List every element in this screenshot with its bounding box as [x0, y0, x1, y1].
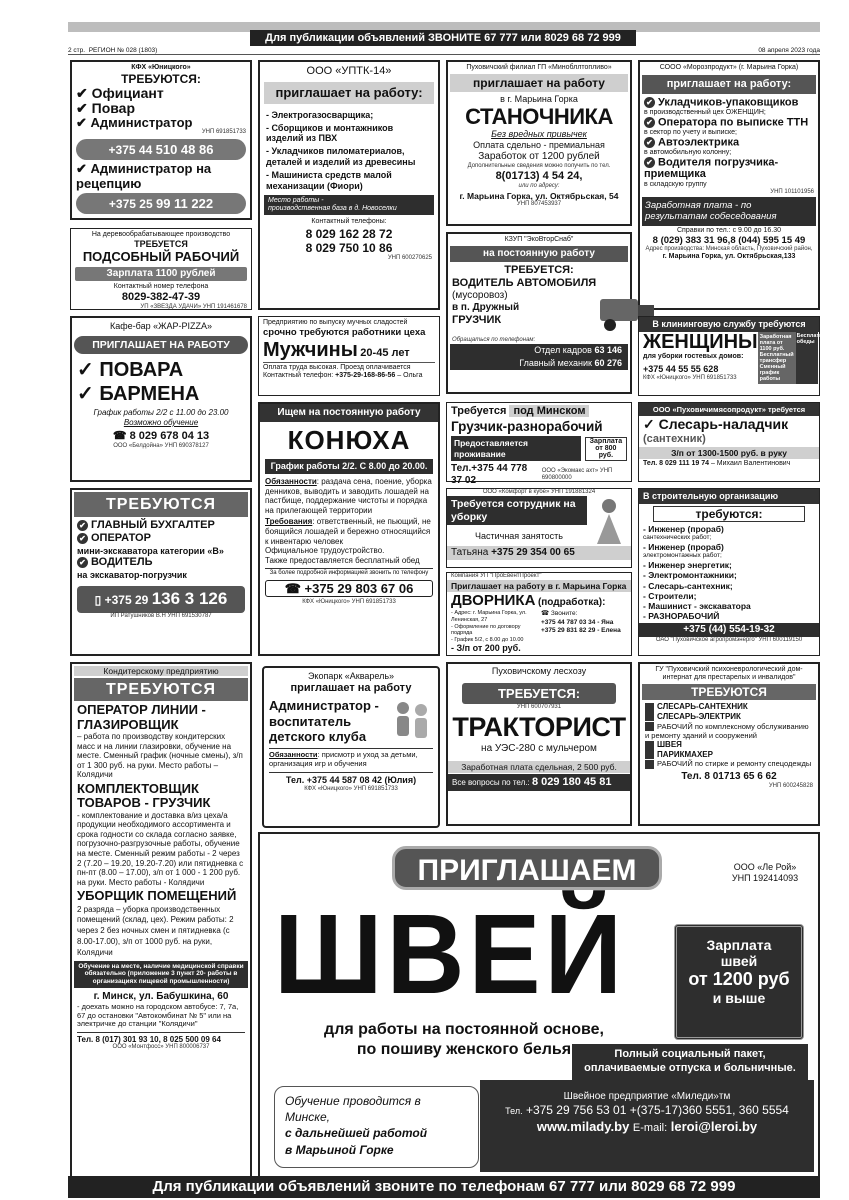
ad-line: Дополнительные сведения можно получить по тел.: [467, 163, 611, 170]
ad-title: детского клуба: [269, 729, 367, 745]
ad-line: Официальное трудоустройство.: [265, 546, 385, 556]
ad-item-cook: ✓ ПОВАРА: [77, 359, 184, 382]
ad-address: Адрес производства: Минская область, Пуховичский район,: [645, 246, 813, 253]
ad-konyuh: [258, 402, 440, 656]
ad-item: ШВЕЯ: [645, 740, 813, 750]
ad-item: - РАЗНОРАБОЧИЙ: [643, 611, 720, 622]
ad-phone: 8(01713) 4 54 24,: [495, 170, 583, 183]
ad-phone: ☎ +375 29 803 67 06: [265, 580, 433, 598]
ad-item: - Строители;: [643, 590, 697, 601]
ad-position-text: - комплектование и доставка в/из цеха/а продукции необходимого ассортимента и срока годности со склада согласно заявке, погрузочно-разгрузочные работы, обучение на месте. Сменный режим работы - 2 через 2 (7.20 – 19.20, 19.20-7.20) или пятидневка с пн-пт (8.00 – 17.00), з/п от 1 000 - 1 200 руб. на руки. Место работы - Колядичи: [77, 810, 244, 887]
ad-stanochnik: [446, 60, 632, 226]
ad-cleaning-service: [638, 316, 831, 396]
ad-line: или по адресу:: [518, 183, 560, 190]
ad-contacts: [480, 1080, 814, 1172]
ad-item: - Инженер энергетик;: [643, 560, 732, 571]
children-icon: [391, 698, 433, 746]
ad-org: КФХ «Юницкого»: [131, 64, 191, 71]
issue-line: [68, 47, 820, 55]
ad-legal: ООО «Комфорт в кубе» УНП 191881324: [482, 489, 596, 495]
ad-free-lunch: Бесплатные обеды: [796, 332, 818, 384]
ad-title: ТРЕБУЮТСЯ: [74, 678, 248, 701]
ad-legal: Компания УП "ПроЕвентПроект": [451, 573, 542, 579]
ad-item: ✔ ВОДИТЕЛЬ: [77, 556, 245, 569]
ad-org: Пуховичский филиал ГП «Минобллтопливо»: [466, 64, 612, 71]
ad-shvei-leroi: [258, 832, 820, 1182]
ad-invite: приглашает на работу: [450, 74, 628, 92]
ad-slesar-naladchik: [638, 402, 820, 482]
ad-line: Заработок от 1200 рублей: [478, 151, 600, 163]
ad-title: ТРЕБУЮТСЯ: [642, 684, 816, 700]
ad-legal: ООО «Экомакс ахт» УНП 690800000: [541, 467, 613, 481]
ad-position-text: – работа по производству кондитерских масс и на линии глазировки, обучение на месте. Сменный график (ночные смены), з/п от 1 300 руб. на руки. Место работы – Колядичи: [77, 731, 243, 780]
ad-title: СТАНОЧНИКА: [465, 104, 613, 130]
ad-title: ТРЕБУЮТСЯ: [74, 492, 248, 517]
ad-item-sub: в складскую группу: [644, 180, 707, 188]
ad-org: На деревообрабатывающее производство: [91, 231, 231, 238]
ad-item: - Укладчиков пиломатериалов, деталей и изделий из древесины: [266, 146, 416, 167]
ad-housing-row: [451, 436, 627, 460]
ad-site: www.milady.by E-mail: leroi@leroi.by: [536, 1118, 758, 1134]
ad-glavbuh: [70, 488, 252, 656]
issue-date: 08 апреля 2023 года: [758, 47, 820, 54]
ad-band: Ищем на постоянную работу: [260, 404, 438, 422]
ad-pay: Оплата труда высокая. Проезд оплачивается: [263, 362, 435, 372]
ad-city: в г. Марьина Горка: [500, 94, 578, 105]
ad-title: ✓ Слесарь-наладчик: [643, 416, 789, 432]
ad-sub: Частичная занятость: [474, 531, 563, 542]
ad-address: г. Марьина Горка, ул. Октябрьская,133: [662, 253, 796, 261]
ad-wood-production: [70, 228, 252, 310]
ad-unp: УНП 101101956: [770, 188, 814, 195]
ad-phone: ▯ +375 29 136 3 126: [77, 586, 245, 612]
ad-muchnye-sladosti: [258, 316, 440, 396]
ad-contact: Контактный номер телефона: [113, 282, 209, 290]
ad-phone: +375 44 510 48 86: [76, 139, 246, 161]
ad-item-bartender: ✓ БАРМЕНА: [77, 383, 200, 406]
ad-contact-hr: Отдел кадров 63 146: [450, 344, 628, 357]
ad-address: г. Минск, ул. Бабушкина, 60: [93, 990, 229, 1002]
ad-title-2: ГРУЗЧИК: [452, 314, 502, 327]
ad-contact-mech: Главный механик 60 276: [450, 357, 628, 370]
ad-title: ВОДИТЕЛЬ АВТОМОБИЛЯ: [452, 277, 597, 290]
ad-item-sub: мини-экскаватора категории «В»: [77, 545, 224, 556]
ad-legal: КФХ «Юницкого» УНП 691851733: [643, 374, 737, 381]
ad-stroitelnaya: [638, 488, 820, 656]
ad-req: ТРЕБУЕТСЯ:: [504, 264, 574, 277]
ad-legal: ООО «Белдойна» УНП 690378127: [113, 442, 209, 449]
ad-invite: ПРИГЛАШАЕМ: [392, 846, 662, 890]
ad-org: Пуховичскому лесхозу: [491, 666, 587, 676]
ad-social: Полный социальный пакет, оплачиваемые отпуска и больничные.: [572, 1044, 808, 1080]
ad-item: ✔ ОПЕРАТОР: [77, 532, 245, 545]
ad-phone: +375 44 55 55 628: [643, 363, 719, 374]
ad-morozprodukt: [638, 60, 820, 310]
ad-place: Место работы - производственная база в д. Новоселки: [264, 195, 434, 215]
ad-schedule: График работы 2/2 с 11.00 до 23.00: [93, 408, 229, 418]
ad-konditer: [70, 662, 252, 1182]
ad-detail: - Адрес: г. Марьина Горка, ул. Ленинская, 27: [451, 610, 527, 623]
ad-item: ✔ ГЛАВНЫЙ БУХГАЛТЕР: [77, 519, 245, 532]
ad-org: ООО «УПТК-14»: [306, 65, 392, 77]
ad-org: ГУ "Пуховичский психоневрологический дом-интернат для престарелых и инвалидов": [655, 666, 803, 682]
ad-detail: - Оформление по договору подряда: [451, 623, 521, 637]
ad-item-sub: электромонтажных работ;: [643, 552, 722, 560]
ad-phone-2: 8 029 750 10 86: [305, 240, 393, 255]
ad-item: - Машиниста средств малой механизации (Фиори): [266, 169, 392, 191]
ad-item-admin: ✔ Администратор: [76, 114, 193, 130]
ad-legal: КФХ «Юницкого» УНП 691851733: [302, 599, 396, 606]
ad-title: Грузчик-разнорабочий: [451, 419, 603, 435]
ad-item: РАБОЧИЙ по стирке и ремонту спецодежды: [645, 759, 813, 769]
ad-title-row: ДВОРНИКА (подработка):: [451, 592, 606, 610]
ad-legal: КФХ «Юницкого» УНП 691851733: [304, 785, 398, 792]
ad-phone: Татьяна +375 29 354 00 65: [447, 546, 631, 560]
ad-title: воспитатель: [269, 713, 352, 729]
ad-title: Администратор -: [269, 697, 379, 713]
ad-training: Обучение проводится в Минске, с дальнейшей работой в Марьиной Горке: [274, 1086, 479, 1168]
ad-position-3: УБОРЩИК ПОМЕЩЕНИЙ 2 разряда – уборка производственных помещений (склад, цех). Режим работы: 2 через 2 без ночных смен и пятидневка (с 8.00-17.00), з/п от 1000 руб. на руки, Колядичи: [77, 888, 237, 957]
ad-item: РАБОЧИЙ по комплексному обслуживанию и ремонту зданий и сооружений: [645, 721, 809, 741]
ad-item: - Электромонтажники;: [643, 570, 737, 581]
ad-place: в п. Дружный: [452, 302, 520, 314]
ad-phone: Тел. 8 01713 65 6 62: [681, 770, 777, 782]
ad-item: СЛЕСАРЬ-САНТЕХНИК: [645, 702, 813, 712]
ad-band: ПРИГЛАШАЕТ НА РАБОТУ: [74, 336, 248, 355]
issue-number: РЕГИОН № 028 (1803): [88, 47, 158, 54]
ad-housing: Предоставляется проживание: [451, 436, 581, 460]
ad-item: ✔ Автоэлектрика: [644, 137, 814, 149]
ad-salary: З/п от 1300-1500 руб. в руку: [639, 447, 819, 459]
ad-unp: УНП 600270625: [387, 255, 432, 262]
ad-title: КОНЮХА: [287, 425, 411, 455]
header-banner: Для публикации объявлений ЗВОНИТЕ 67 777 или 8029 68 72 999: [250, 30, 636, 46]
ad-gruzchik-minsk: [446, 402, 632, 486]
ad-duties: Обязанности: раздача сена, поение, уборка денников, выводить и заводить лошадей на пастбище, поддержание чистоты и порядка на прилегающей территории: [265, 476, 432, 515]
footer-banner: Для публикации объявлений звоните по телефонам 67 777 или 8029 68 72 999: [68, 1176, 820, 1198]
ad-phone-2: +375 29 831 82 29 - Елена: [541, 627, 621, 635]
page-number: 2 стр.: [68, 47, 86, 54]
ad-org: ООО «Ле Рой» УНП 192414093: [731, 862, 799, 883]
phone-icon: ☎: [112, 429, 127, 442]
ad-item-sub: сантехнических работ;: [643, 534, 712, 542]
ad-org: Предприятию по выпуску мучных сладостей: [263, 319, 408, 326]
ad-line: Без вредных привычек: [491, 129, 587, 140]
ad-item-sub: в производственный цех ОЖЕНЩИН;: [644, 109, 766, 117]
ad-band: на постоянную работу: [450, 246, 628, 262]
ad-training: Обучение на месте, наличие медицинской справки обязательно (приложение 3 пункт 20- работы в организациях пищевой промышленности): [74, 961, 248, 988]
ad-legal: УП «ЗВЕЗДА УДАЧИ» УНП 191461678: [140, 304, 247, 311]
ad-org: В строительную организацию: [639, 489, 819, 504]
ad-org: Экопарк «Акварель»: [307, 671, 395, 681]
ad-sub: на УЭС-280 с мульчером: [481, 742, 597, 754]
ad-phone-1: +375 44 787 03 34 - Яна: [541, 618, 614, 626]
ad-title: ТРЕБУЮТСЯ:: [121, 72, 201, 87]
ad-item: - Инженер (прораб): [643, 524, 724, 535]
ad-akvarel: [262, 666, 440, 828]
ad-address: г. Марьина Горка, ул. Октябрьская, 54: [459, 190, 619, 201]
ad-org: ООО «Пуховичимясопродукт» требуется: [639, 403, 819, 416]
ad-invite: Приглашает на работу в г. Марьина Горка: [447, 580, 631, 592]
ad-info: За более подробной информацией звонить по телефону: [265, 568, 433, 577]
ad-phone-2: +375 25 99 11 222: [76, 193, 246, 215]
ad-phone: 8029-382-47-39: [121, 291, 201, 304]
ad-org: В клининговую службу требуются: [639, 317, 819, 332]
ad-req: срочно требуются работники цеха: [263, 327, 426, 339]
ad-item: ПАРИКМАХЕР: [645, 750, 813, 760]
ad-phone: Все вопросы по тел.: 8 029 180 45 81: [448, 774, 630, 791]
ad-item-sub: в автомобильную колонну;: [644, 149, 732, 157]
ad-phone: ☎ 8 029 678 04 13: [112, 429, 210, 442]
ad-description: для работы на постоянной основе, по пошиву женского белья: [324, 1021, 604, 1058]
ad-item: СЛЕСАРЬ-ЭЛЕКТРИК: [645, 712, 813, 722]
ad-item: ✔ Оператора по выписке ТТН: [644, 117, 814, 129]
cleaning-woman-icon: [587, 496, 627, 546]
ad-legal: ООО «Монтфосс» УНП 800006737: [112, 1044, 210, 1051]
ad-line: Также предоставляется бесплатный обед: [265, 555, 420, 565]
ad-schedule: График работы 2/2. С 8.00 до 20.00.: [265, 459, 433, 474]
ad-requirements: Требования: ответственный, не пьющий, не боящийся лошадей и бережно относящийся к инвентарю человек: [265, 517, 431, 546]
ad-salary: Зарплата от 800 руб.: [585, 437, 627, 461]
ad-req: ТРЕБУЕТСЯ: [134, 239, 188, 250]
ad-training: Возможно обучение: [123, 417, 199, 427]
ad-salary: Зарплата швей от 1200 руб и выше: [674, 924, 804, 1040]
ad-zhar-pizza: [70, 316, 252, 482]
ad-phone: Контактный телефон: +375-29-168-86-56 – Ольга: [263, 372, 423, 380]
ad-phones: Тел. +375 29 756 53 01 +(375-17)360 5551, 360 5554: [505, 1103, 789, 1117]
ad-req: ТРЕБУЕТСЯ:: [462, 683, 616, 705]
ad-phones: 8 (029) 383 31 96,8 (044) 595 15 49: [652, 234, 806, 246]
ad-org: КЗУП "ЭкоВторСнаб": [504, 236, 574, 243]
ad-title: Требуется сотрудник на уборку: [447, 496, 587, 525]
ad-unp: УНП 600707931: [516, 704, 562, 711]
ad-bus: - доехать можно на городском автобусе: 7, 7а, 67 до остановки "Автокомбинат № 5" или на электричке до станции "Колядичи": [77, 1001, 239, 1029]
ad-item-cook: ✔ Повар: [76, 100, 135, 117]
ad-salary: Зарплата 1100 рублей: [75, 267, 247, 281]
ad-org: Кафе-бар «ЖАР-PIZZA»: [110, 321, 212, 331]
ad-item: - Сборщиков и монтажников изделий из ПВХ: [266, 122, 394, 144]
ad-unp: УНП 691851733: [201, 129, 246, 136]
ad-duties: Обязанности: присмотр и уход за детьми, организация игр и обучения: [269, 748, 433, 768]
ad-item-sub: на экскаватор-погрузчик: [77, 569, 187, 580]
mobile-icon: ▯: [94, 593, 102, 608]
ad-item: ✔ Водителя погрузчика-приемщика: [644, 156, 779, 181]
ad-title: ЖЕНЩИНЫ: [643, 330, 758, 353]
ad-detail: - З/п от 200 руб.: [451, 643, 521, 654]
ad-detail: - График 5/2, с 8.00 до 10.00: [451, 636, 524, 643]
ad-kfh-unitsky: [70, 60, 252, 220]
ad-contact: Контактный телефоны:: [311, 218, 387, 226]
ad-phone: Тел. 8 029 111 19 74 – Михаил Валентинович: [643, 460, 791, 468]
ad-legal: ИП Ратушников В.Н УНП 691530787: [110, 612, 212, 619]
ad-invite: приглашает на работу: [290, 681, 412, 694]
ad-salary: Заработная плата сдельная, 2 500 руб.: [448, 761, 630, 773]
ad-unp: УНП 600245828: [768, 782, 813, 789]
ad-item: - Слесарь-сантехник;: [643, 580, 733, 591]
ad-phone: Тел. +375 44 587 08 42 (Юлия): [269, 772, 433, 786]
ad-phone-1: 8 029 162 28 72: [305, 226, 393, 241]
ad-psycho-internat: [638, 662, 820, 826]
ad-legal: ОАО "Пуховичское агропромэнерго" УНП 600119150: [655, 637, 803, 644]
ad-komfort-v-kube: [446, 488, 632, 568]
ad-call: ☎ Звоните:: [541, 610, 578, 618]
ad-line: Оплата сдельно - премиальная: [473, 140, 605, 151]
ad-invite: приглашает на работу:: [642, 75, 816, 94]
ad-sub: для уборки гостевых домов:: [643, 352, 744, 360]
ad-header: Требуется под Минском: [451, 405, 627, 418]
ad-sub: (сантехник): [643, 432, 706, 445]
ad-sub: (мусоровоз): [452, 290, 508, 302]
ad-org: Кондитерскому предприятию: [74, 666, 248, 676]
ad-item-sub: в сектор по учету и выписке;: [644, 129, 738, 137]
ad-item-waiter: ✔ Официант: [76, 85, 164, 102]
ad-salary: Заработная плата - по результатам собеседования: [642, 197, 816, 226]
ad-traktorist: [446, 662, 632, 826]
ad-position: ОПЕРАТОР ЛИНИИ - ГЛАЗИРОВЩИК: [77, 702, 206, 732]
ad-ekovtorsnab: [446, 232, 632, 394]
ad-unp: УНП 807453937: [516, 200, 562, 207]
ad-item: - Машинист - экскаватора: [643, 600, 751, 611]
ad-title: приглашает на работу:: [264, 82, 434, 104]
ad-position: КОМПЛЕКТОВЩИК ТОВАРОВ - ГРУЗЧИК: [77, 780, 211, 811]
ad-title: ТРАКТОРИСТ: [452, 711, 626, 742]
ad-company: Швейное предприятие «Миледи»тм: [563, 1091, 731, 1102]
ad-phone: Тел.+375 44 778 37 02: [451, 462, 528, 486]
ad-item: - Инженер (прораб): [643, 542, 724, 553]
ad-benefits: Заработная плата от 1100 руб. Бесплатный трансфер Сменный график работы: [759, 333, 794, 383]
ad-info: Справки по тел.: с 9.00 до 16.30: [676, 226, 782, 234]
ad-phones: Тел. 8 (017) 301 93 10, 8 025 500 09 64: [77, 1032, 245, 1045]
ad-req: требуются:: [653, 506, 805, 522]
ad-org: СООО «Морозпродукт» (г. Марьина Горка): [659, 64, 799, 71]
ad-phone: +375 (44) 554-19-32: [639, 623, 819, 637]
ad-item-reception: ✔ Администратор на рецепцию: [76, 161, 212, 191]
ad-title: ШВЕЙ: [274, 889, 627, 1017]
ad-item: ✔ Укладчиков-упаковщиков: [644, 97, 814, 109]
ad-title: ПОДСОБНЫЙ РАБОЧИЙ: [82, 249, 240, 265]
ad-title: Мужчины 20-45 лет: [263, 339, 410, 362]
ad-dvornik: [446, 572, 632, 656]
ad-item: - Электрогазосварщика;: [266, 109, 374, 120]
ad-uptk14: [258, 60, 440, 310]
ad-contact: Обращаться по телефонам:: [452, 337, 536, 344]
